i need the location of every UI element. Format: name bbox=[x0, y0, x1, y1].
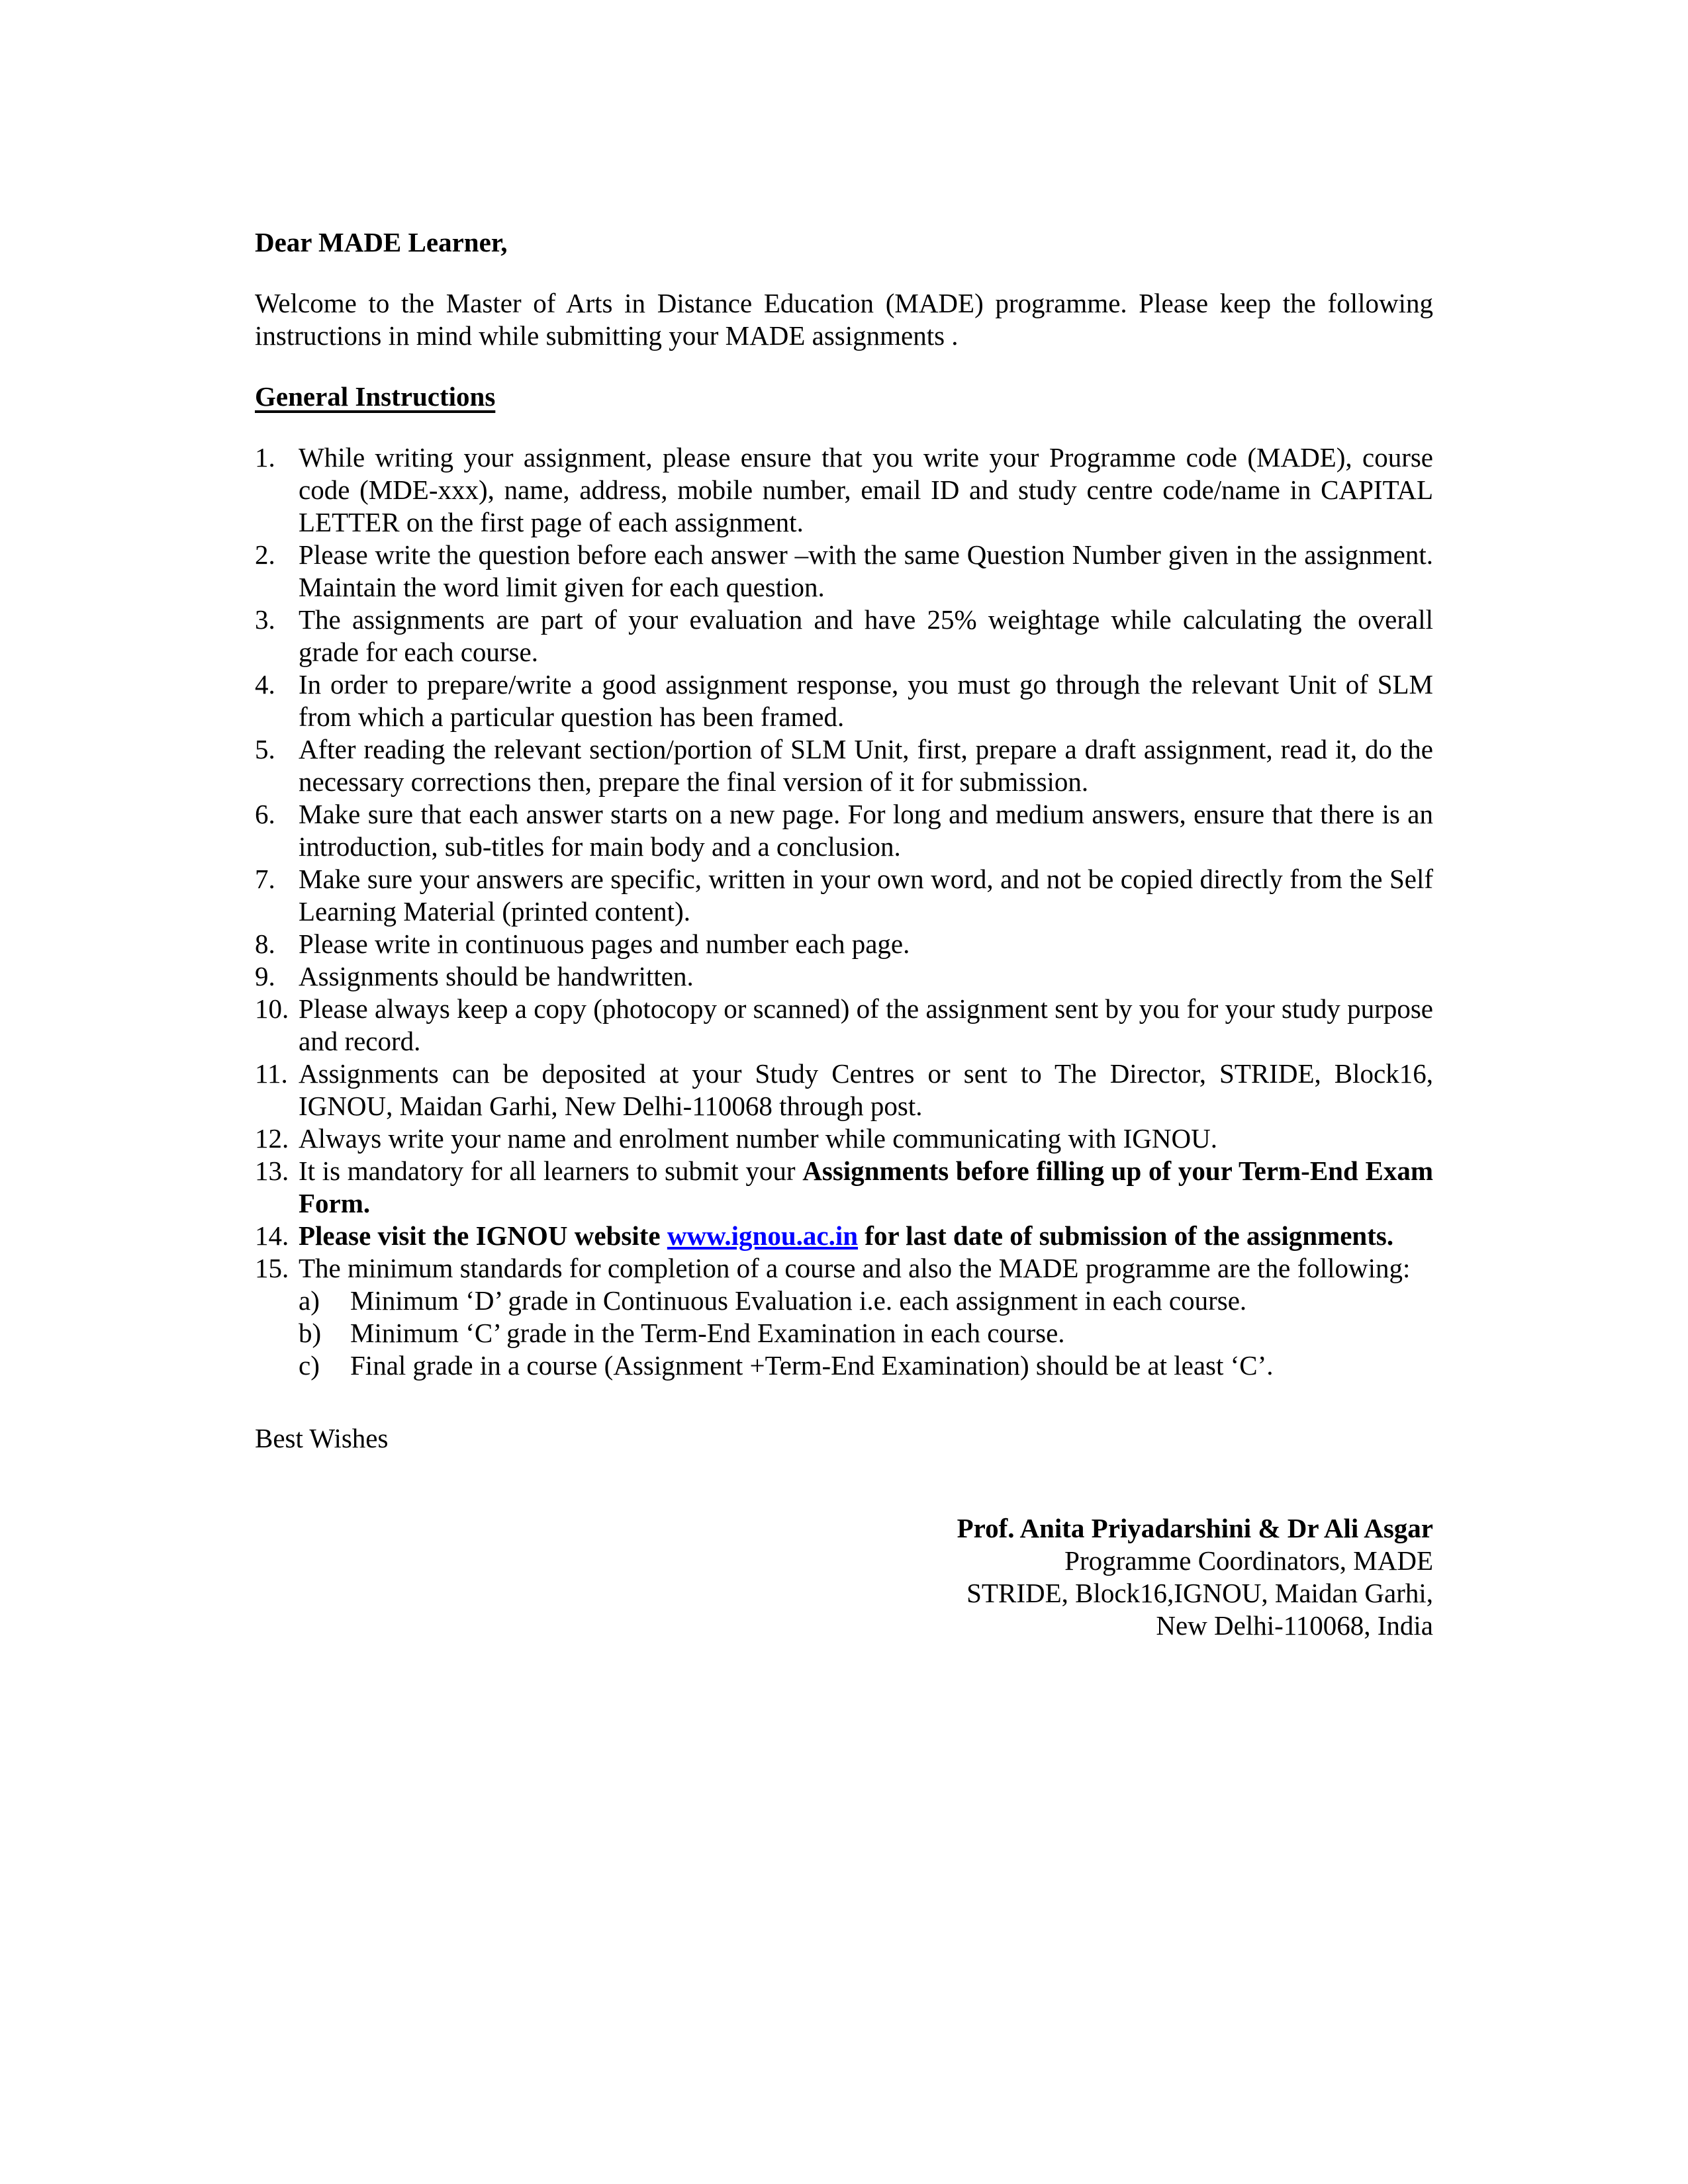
signature-block bbox=[255, 1512, 1433, 1642]
instruction-item-5 bbox=[255, 733, 1433, 798]
item-text-segment: The assignments are part of your evaluation and have 25% weightage while calculating the overall grade for each course. bbox=[299, 604, 1433, 667]
instruction-item-7 bbox=[255, 863, 1433, 928]
item-text bbox=[299, 960, 1433, 993]
item-text-segment: While writing your assignment, please ensure that you write your Programme code (MADE), course code (MDE-xxx), name, address, mobile number, email ID and study centre code/name in CAPITAL LETTER on the first page of each assignment. bbox=[299, 442, 1433, 537]
item-text bbox=[299, 1220, 1433, 1252]
instruction-item-6 bbox=[255, 798, 1433, 863]
item-number: 4. bbox=[255, 669, 275, 700]
item-number: 9. bbox=[255, 961, 275, 991]
item-number: 13. bbox=[255, 1156, 289, 1186]
item-text bbox=[299, 863, 1433, 928]
item-text-segment: After reading the relevant section/portion of SLM Unit, first, prepare a draft assignment, read it, do the necessary corrections then, prepare the final version of it for submission. bbox=[299, 734, 1433, 797]
item-text-segment-bold: Assignments before filling up of your Term-End Exam Form. bbox=[299, 1156, 1433, 1218]
sub-item-text: Final grade in a course (Assignment +Term-End Examination) should be at least ‘C’. bbox=[350, 1350, 1274, 1381]
item-text bbox=[299, 798, 1433, 863]
item-text bbox=[299, 1252, 1433, 1382]
item-text bbox=[299, 1058, 1433, 1122]
item-text bbox=[299, 928, 1433, 960]
item-text-segment: Please always keep a copy (photocopy or scanned) of the assignment sent by you for your study purpose and record. bbox=[299, 993, 1433, 1056]
sub-item-c bbox=[299, 1349, 1433, 1382]
item-text-segment-bold: Please visit the IGNOU website bbox=[299, 1220, 667, 1251]
item-text bbox=[299, 993, 1433, 1058]
item-number: 2. bbox=[255, 539, 275, 570]
signature-address-2: New Delhi-110068, India bbox=[1156, 1610, 1433, 1641]
item-text-segment: Make sure that each answer starts on a new page. For long and medium answers, ensure that there is an introduction, sub-titles for main body and a conclusion. bbox=[299, 799, 1433, 862]
item-number: 14. bbox=[255, 1220, 289, 1251]
item-number: 3. bbox=[255, 604, 275, 635]
item-number: 5. bbox=[255, 734, 275, 764]
item-text-segment: Please write the question before each answer –with the same Question Number given in the assignment. Maintain the word limit given for each question. bbox=[299, 539, 1433, 602]
item-text bbox=[299, 539, 1433, 604]
salutation: Dear MADE Learner, bbox=[255, 227, 508, 257]
instruction-item-12 bbox=[255, 1122, 1433, 1155]
sub-item-b bbox=[299, 1317, 1433, 1349]
item-text-segment: Make sure your answers are specific, written in your own word, and not be copied directly from the Self Learning Material (printed content). bbox=[299, 864, 1433, 927]
instruction-item-2 bbox=[255, 539, 1433, 604]
ignou-website-link[interactable]: www.ignou.ac.in bbox=[667, 1220, 859, 1251]
instruction-item-11 bbox=[255, 1058, 1433, 1122]
instruction-item-4 bbox=[255, 668, 1433, 733]
sub-item-text: Minimum ‘D’ grade in Continuous Evaluation i.e. each assignment in each course. bbox=[350, 1285, 1247, 1316]
item-text-segment: Please write in continuous pages and number each page. bbox=[299, 929, 910, 959]
sub-item-marker: b) bbox=[299, 1318, 322, 1348]
section-heading-text: General Instructions bbox=[255, 381, 496, 412]
item-text-segment-bold: for last date of submission of the assignments. bbox=[858, 1220, 1394, 1251]
item-number: 8. bbox=[255, 929, 275, 959]
signature-address-1: STRIDE, Block16,IGNOU, Maidan Garhi, bbox=[966, 1578, 1433, 1608]
item-number: 11. bbox=[255, 1058, 288, 1089]
item-text-segment: Always write your name and enrolment number while communicating with IGNOU. bbox=[299, 1123, 1217, 1154]
sub-item-marker: a) bbox=[299, 1285, 320, 1316]
item-text bbox=[299, 604, 1433, 668]
item-number: 6. bbox=[255, 799, 275, 829]
item-text bbox=[299, 441, 1433, 539]
item-text-segment: It is mandatory for all learners to submit your bbox=[299, 1156, 803, 1186]
section-heading bbox=[255, 381, 1433, 413]
item-number: 10. bbox=[255, 993, 289, 1024]
item-number: 7. bbox=[255, 864, 275, 894]
item-text bbox=[299, 733, 1433, 798]
instruction-item-14 bbox=[255, 1220, 1433, 1252]
item-text bbox=[299, 668, 1433, 733]
sub-item-text: Minimum ‘C’ grade in the Term-End Examination in each course. bbox=[350, 1318, 1065, 1348]
closing-line: Best Wishes bbox=[255, 1423, 389, 1453]
item-text-segment: Assignments can be deposited at your Study Centres or sent to The Director, STRIDE, Block16, IGNOU, Maidan Garhi, New Delhi-110068 through post. bbox=[299, 1058, 1433, 1121]
instruction-item-13 bbox=[255, 1155, 1433, 1220]
item-text-segment: Assignments should be handwritten. bbox=[299, 961, 694, 991]
instruction-item-3 bbox=[255, 604, 1433, 668]
item-text-segment: The minimum standards for completion of a course and also the MADE programme are the following: bbox=[299, 1253, 1411, 1283]
item-number: 12. bbox=[255, 1123, 289, 1154]
item-text bbox=[299, 1155, 1433, 1220]
sub-item-a bbox=[299, 1285, 1433, 1317]
signature-role: Programme Coordinators, MADE bbox=[1064, 1545, 1433, 1576]
instruction-item-10 bbox=[255, 993, 1433, 1058]
instruction-item-9 bbox=[255, 960, 1433, 993]
instruction-item-15 bbox=[255, 1252, 1433, 1382]
instructions-list bbox=[255, 441, 1433, 1382]
instruction-item-1 bbox=[255, 441, 1433, 539]
item-text-segment: In order to prepare/write a good assignment response, you must go through the relevant Unit of SLM from which a particular question has been framed. bbox=[299, 669, 1433, 732]
sub-item-marker: c) bbox=[299, 1350, 320, 1381]
instruction-item-8 bbox=[255, 928, 1433, 960]
intro-paragraph: Welcome to the Master of Arts in Distance Education (MADE) programme. Please keep the following instructions in mind while submitting your MADE assignments . bbox=[255, 288, 1433, 351]
item-text bbox=[299, 1122, 1433, 1155]
signature-name: Prof. Anita Priyadarshini & Dr Ali Asgar bbox=[957, 1513, 1433, 1543]
item-number: 1. bbox=[255, 442, 275, 473]
item-number: 15. bbox=[255, 1253, 289, 1283]
